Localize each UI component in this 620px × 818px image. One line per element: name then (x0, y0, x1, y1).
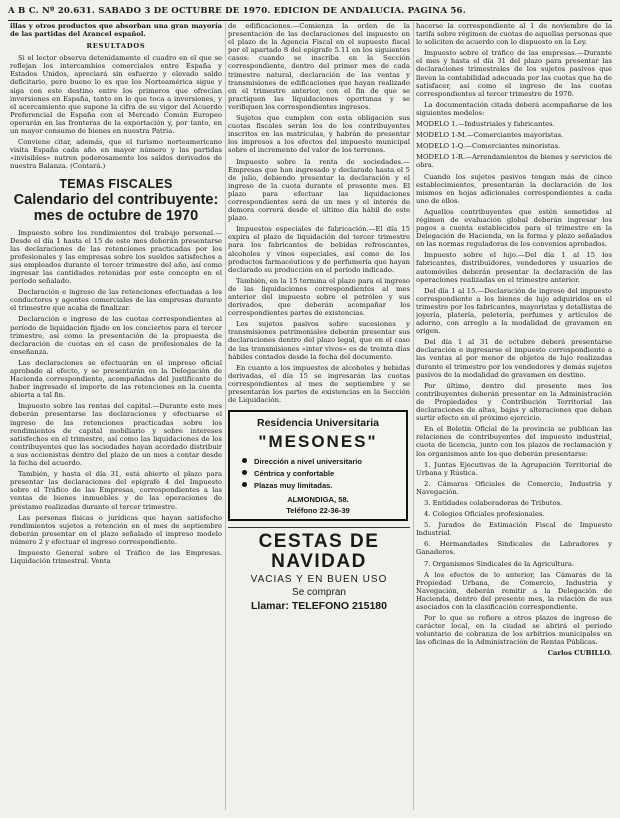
bullet-icon (242, 470, 247, 475)
ad-subline: VACIAS Y EN BUEN USO (250, 574, 388, 586)
paragraph: En el Boletín Oficial de la provincia se publican las relaciones de contribuyentes del impuesto industrial, cuota de licencia, junto con los plazos de reclamación y los organismos ante los que deberán presentarse: (416, 425, 612, 458)
paragraph: Impuesto sobre las rentas del capital.—Durante este mes deberán presentarse las declaraciones y efectuarse el ingreso de las retenciones practicadas sobre los rendimientos de capital mobiliario y sobre intereses satisfechos en el trimestre, así como las liquidaciones de los contribuyentes que las sociedades hayan acordado distribuir a sus accionistas dentro del plazo de un mes a contar desde la fecha del acuerdo. (10, 402, 222, 468)
ad-bullet-item: Céntrica y confortable (242, 469, 400, 478)
ad-title: Residencia Universitaria (257, 417, 379, 430)
list-item: 4. Colegios Oficiales profesionales. (424, 510, 545, 519)
bullet-icon (242, 482, 247, 487)
section-subhead: RESULTADOS (86, 42, 146, 51)
paragraph: Declaración e ingreso de las cuotas correspondientes al período de liquidación fijado en los conciertos para el tercer trimestre, así como la presentación de la propuesta de declaración de cuotas en el caso de profesionales de la enseñanza. (10, 315, 222, 356)
paragraph: Declaración e ingreso de las retenciones efectuadas a los conductores y agentes comerciales de las empresas durante el trimestre que acaba de finalizar. (10, 288, 222, 313)
author-signature: Carlos CUBILLO. (547, 649, 612, 658)
paragraph: de edificaciones.—Comienza la orden de la presentación de las declaraciones del impuesto en el plazo de la Agencia Fiscal en el supuesto fiscal por el apartado 8 del epígrafe 5.11 en los siguientes casos: cuando se inscriba en la Sección correspondiente, dentro del primer mes de cada trimestre natural, declaración de las ventas y transmisiones de edificaciones que hayan realizado en el trimestre anterior, con el fin de que se practiquen las liquidaciones oportunas y se verifiquen los correspondientes ingresos. (228, 22, 410, 111)
paragraph: Sujetos que cumplen con esta obligación sus cuotas fiscales serán los de los contribuyentes inscritos en las matrículas, y habrán de presentar los impresos a los efectos del impuesto municipal sobre el incremento del valor de los terrenos. (228, 114, 410, 155)
ad-phone: Teléfono 22-36-39 (286, 506, 350, 516)
list-item: MODELO 1-Q.—Comerciantes minoristas. (416, 142, 561, 151)
ad-phone: Llamar: TELEFONO 215180 (251, 600, 387, 613)
column-divider (225, 22, 226, 810)
list-item: MODELO 1-M.—Comerciantes mayoristas. (416, 131, 564, 140)
paragraph: Los sujetos pasivos sobre sucesiones y transmisiones patrimoniales deberán presentar sus declaraciones dentro del plazo legal, que en el caso de las transmisiones «inter vivos» es de treinta días hábiles contados desde la fecha del documento. (228, 320, 410, 361)
list-item: MODELO 1-R.—Arrendamientos de bienes y servicios de obra. (416, 153, 612, 170)
ad-name: "MESONES" (258, 432, 378, 452)
advertisement-residencia (228, 410, 408, 521)
article-continuation-lede: illas y otros productos que absorban una gran mayoría de las partidas del Arancel español. (10, 22, 222, 39)
paragraph: También, en la 15 termina el plazo para el ingreso de las liquidaciones correspondientes al mes anterior del impuesto sobre el petróleo y sus derivados, que deberán acompañar los correspondientes partes de existencias. (228, 276, 410, 318)
paragraph: Conviene citar, además, que el turismo norteamericano visita España cada año en mayor número y las partidas «invisibles» nutren poderosamente los saldos derivados de nuestra Balanza. (Contará.) (10, 138, 222, 171)
paragraph: Cuando los sujetos pasivos tengan más de cinco establecimientos, presentarán la declaración de los mismos en hojas adicionales correspondientes a cada uno de ellos. (416, 172, 612, 205)
list-item: 2. Cámaras Oficiales de Comercio, Industria y Navegación. (416, 479, 612, 496)
bullet-icon (242, 458, 247, 463)
paragraph: Las declaraciones se efectuarán en el impreso oficial aprobado al efecto, y se presentarán en la Delegación de Hacienda correspondiente, acompañadas del justificante de haber ingresado el importe de las retenciones en la cuenta abierta a tal fin. (10, 358, 222, 400)
column-3 (416, 22, 612, 810)
article-kicker: TEMAS FISCALES (59, 176, 173, 191)
paragraph: Impuestos especiales de fabricación.—El día 15 expira el plazo de liquidación del tercer trimestre para los fabricantes de bebidas refrescantes, alcoholes y vinos especiales, así como de los productos farmacéuticos y de perfumería que hayan declarado su producción en el período indicado. (228, 225, 410, 274)
masthead: A B C. Nº 20.631. SABADO 3 DE OCTUBRE DE 1970. EDICION DE ANDALUCIA. PAGINA 56. (8, 6, 466, 16)
ad-address: ALMONDIGA, 58. (287, 495, 349, 505)
ad-headline: CESTAS DE NAVIDAD (258, 531, 380, 573)
column-divider (413, 22, 414, 810)
list-item: 6. Hermandades Sindicales de Labradores y Ganaderos. (416, 540, 612, 557)
list-item: MODELO 1.—Industriales y fabricantes. (416, 120, 555, 129)
paragraph: A los efectos de lo anterior, las Cámaras de la Propiedad Urbana, de Comercio, Industria y Navegación, deberán remitir a la Delegación de Hacienda, dentro del presente mes, la relación de sus asociados con la clasificación correspondiente. (416, 570, 612, 611)
list-item: 5. Jurados de Estimación Fiscal de Impuesto Industrial. (416, 521, 612, 538)
ad-bullet-item: Plazas muy limitadas. (242, 481, 400, 490)
paragraph: Impuesto sobre el lujo.—Del día 1 al 15 los fabricantes, distribuidores, vendedores y usuarios de automóviles deberán presentar la declaración de las operaciones realizadas en el trimestre anterior. (416, 251, 612, 284)
paragraph: Impuesto sobre el tráfico de las empresas.—Durante el mes y hasta el día 31 del plazo para presentar las declaraciones trimestrales de los sujetos pasivos que lleven la contabilidad adecuada por las cuotas que ha de satisfacer, así como el ingreso de las cuotas correspondientes al tercer trimestre de 1970. (416, 49, 612, 98)
paragraph: Si el lector observa detenidamente el cuadro en el que se reflejan los intercambios comerciales entre España y Estados Unidos, apreciará sin esfuerzo y elevado saldo deficitario, pero bueno lo es que los Norteamérica sigue y siga con este destino entre los primeros que ofrecían inversiones en España, tanto en lo que toca a inversiones, y el acercamiento que supone la cifra de su vigor del Acuerdo Preferencial de España con el Mercado Común Europeo operarán en las fronteras de la exportación y, por tanto, en un mayor consumo de bienes en nuestra Patria. (10, 54, 222, 136)
ad-bullet-item: Dirección a nivel universitario (242, 457, 400, 466)
column-1 (10, 22, 222, 810)
paragraph: Del día 1 al 15.—Declaración de ingreso del impuesto correspondiente a los bienes de lujo adquiridos en el trimestre por los fabricantes, mayoristas y detallistas de joyería, platería, peletería, perfumes y artículos de adorno, con arreglo a la modalidad de gravamen en origen. (416, 286, 612, 336)
paragraph: La documentación citada deberá acompañarse de los siguientes modelos: (416, 100, 612, 117)
list-item: 3. Entidades colaboradoras de Tributos. (424, 498, 563, 507)
article-headline: Calendario del contribuyente: mes de octubre de 1970 (13, 191, 219, 224)
paragraph: Las personas físicas o jurídicas que hayan satisfecho rendimientos sujetos a retención en el mes de septiembre deberán presentar en el plazo señalado el impreso modelo número 2 y efectuar el ingreso correspondiente. (10, 513, 222, 546)
paragraph: Impuesto sobre los rendimientos del trabajo personal.—Desde el día 1 hasta el 15 de este mes deberán presentarse las declaraciones de las retenciones practicadas por los profesionales y las empresas sobre los sueldos satisfechos a sus empleados durante el tercer trimestre del año, así como ingresar las cantidades retenidas por este concepto en el período señalado. (10, 228, 222, 286)
masthead-rule (8, 20, 612, 21)
paragraph: También, y hasta el día 31, está abierto el plazo para presentar las declaraciones del epígrafe 4 del Impuesto sobre el Tráfico de las Empresas, correspondientes a las ventas de bienes inmuebles y de las operaciones de préstamo realizadas durante el tercer trimestre. (10, 470, 222, 511)
paragraph: Impuesto sobre la renta de sociedades.—Empresas que han ingresado y declarado hasta el 5 de julio, debiendo presentar la declaración y el ingreso de la cuota durante el presente mes. El plazo para efectuar las liquidaciones correspondientes será de un mes y el interés de demora correrá desde el último día hábil de este plazo. (228, 157, 410, 223)
paragraph: Del día 1 al 31 de octubre deberá presentarse declaración e ingresarse el impuesto correspondiente a las ventas al por menor de objetos de lujo realizadas durante el trimestre por los vendedores y demás sujetos pasivos de la modalidad de gravamen en destino. (416, 338, 612, 379)
paragraph: En cuanto a los impuestos de alcoholes y bebidas derivadas, el día 15 se ingresarán las cuotas correspondientes al mes de septiembre y se presentarán los partes de existencias en la Sección de Liquidación. (228, 363, 410, 405)
column-2 (228, 22, 410, 810)
list-item: 7. Organismos Sindicales de la Agricultura. (424, 559, 575, 568)
paragraph: Por lo que se refiere a otros plazos de ingreso de carácter local, en la ciudad se abrirá el periodo voluntario de cobranza de los arbitrios municipales en las oficinas de la Administración de Rentas Públicas. (416, 614, 612, 647)
paragraph: Por último, dentro del presente mes los contribuyentes deberán presentar en la Administración de Propiedades y Contribución Territorial las declaraciones de altas, bajas y alteraciones que deban surtir efecto en el próximo ejercicio. (416, 381, 612, 423)
paragraph: hacerse la correspondiente al 1 de noviembre de la tarifa sobre régimen de cuotas de aquellas personas que lo soliciten de acuerdo con lo dispuesto en la Ley. (416, 22, 612, 47)
paragraph: Aquellos contribuyentes que estén sometidos al régimen de evaluación global deberán ingresar los pagos a cuenta establecidos para el trimestre en la Delegación de Hacienda, en la forma y plazo señalados en las normas reguladoras de los convenios aprobados. (416, 207, 612, 249)
advertisement-cestas (228, 527, 410, 612)
paragraph: Impuesto General sobre el Tráfico de las Empresas. Liquidación trimestral. Venta (10, 548, 222, 566)
ad-subline: Se compran (292, 587, 346, 599)
list-item: 1. Juntas Ejecutivas de la Agrupación Territorial de Urbana y Rústica. (416, 460, 612, 477)
